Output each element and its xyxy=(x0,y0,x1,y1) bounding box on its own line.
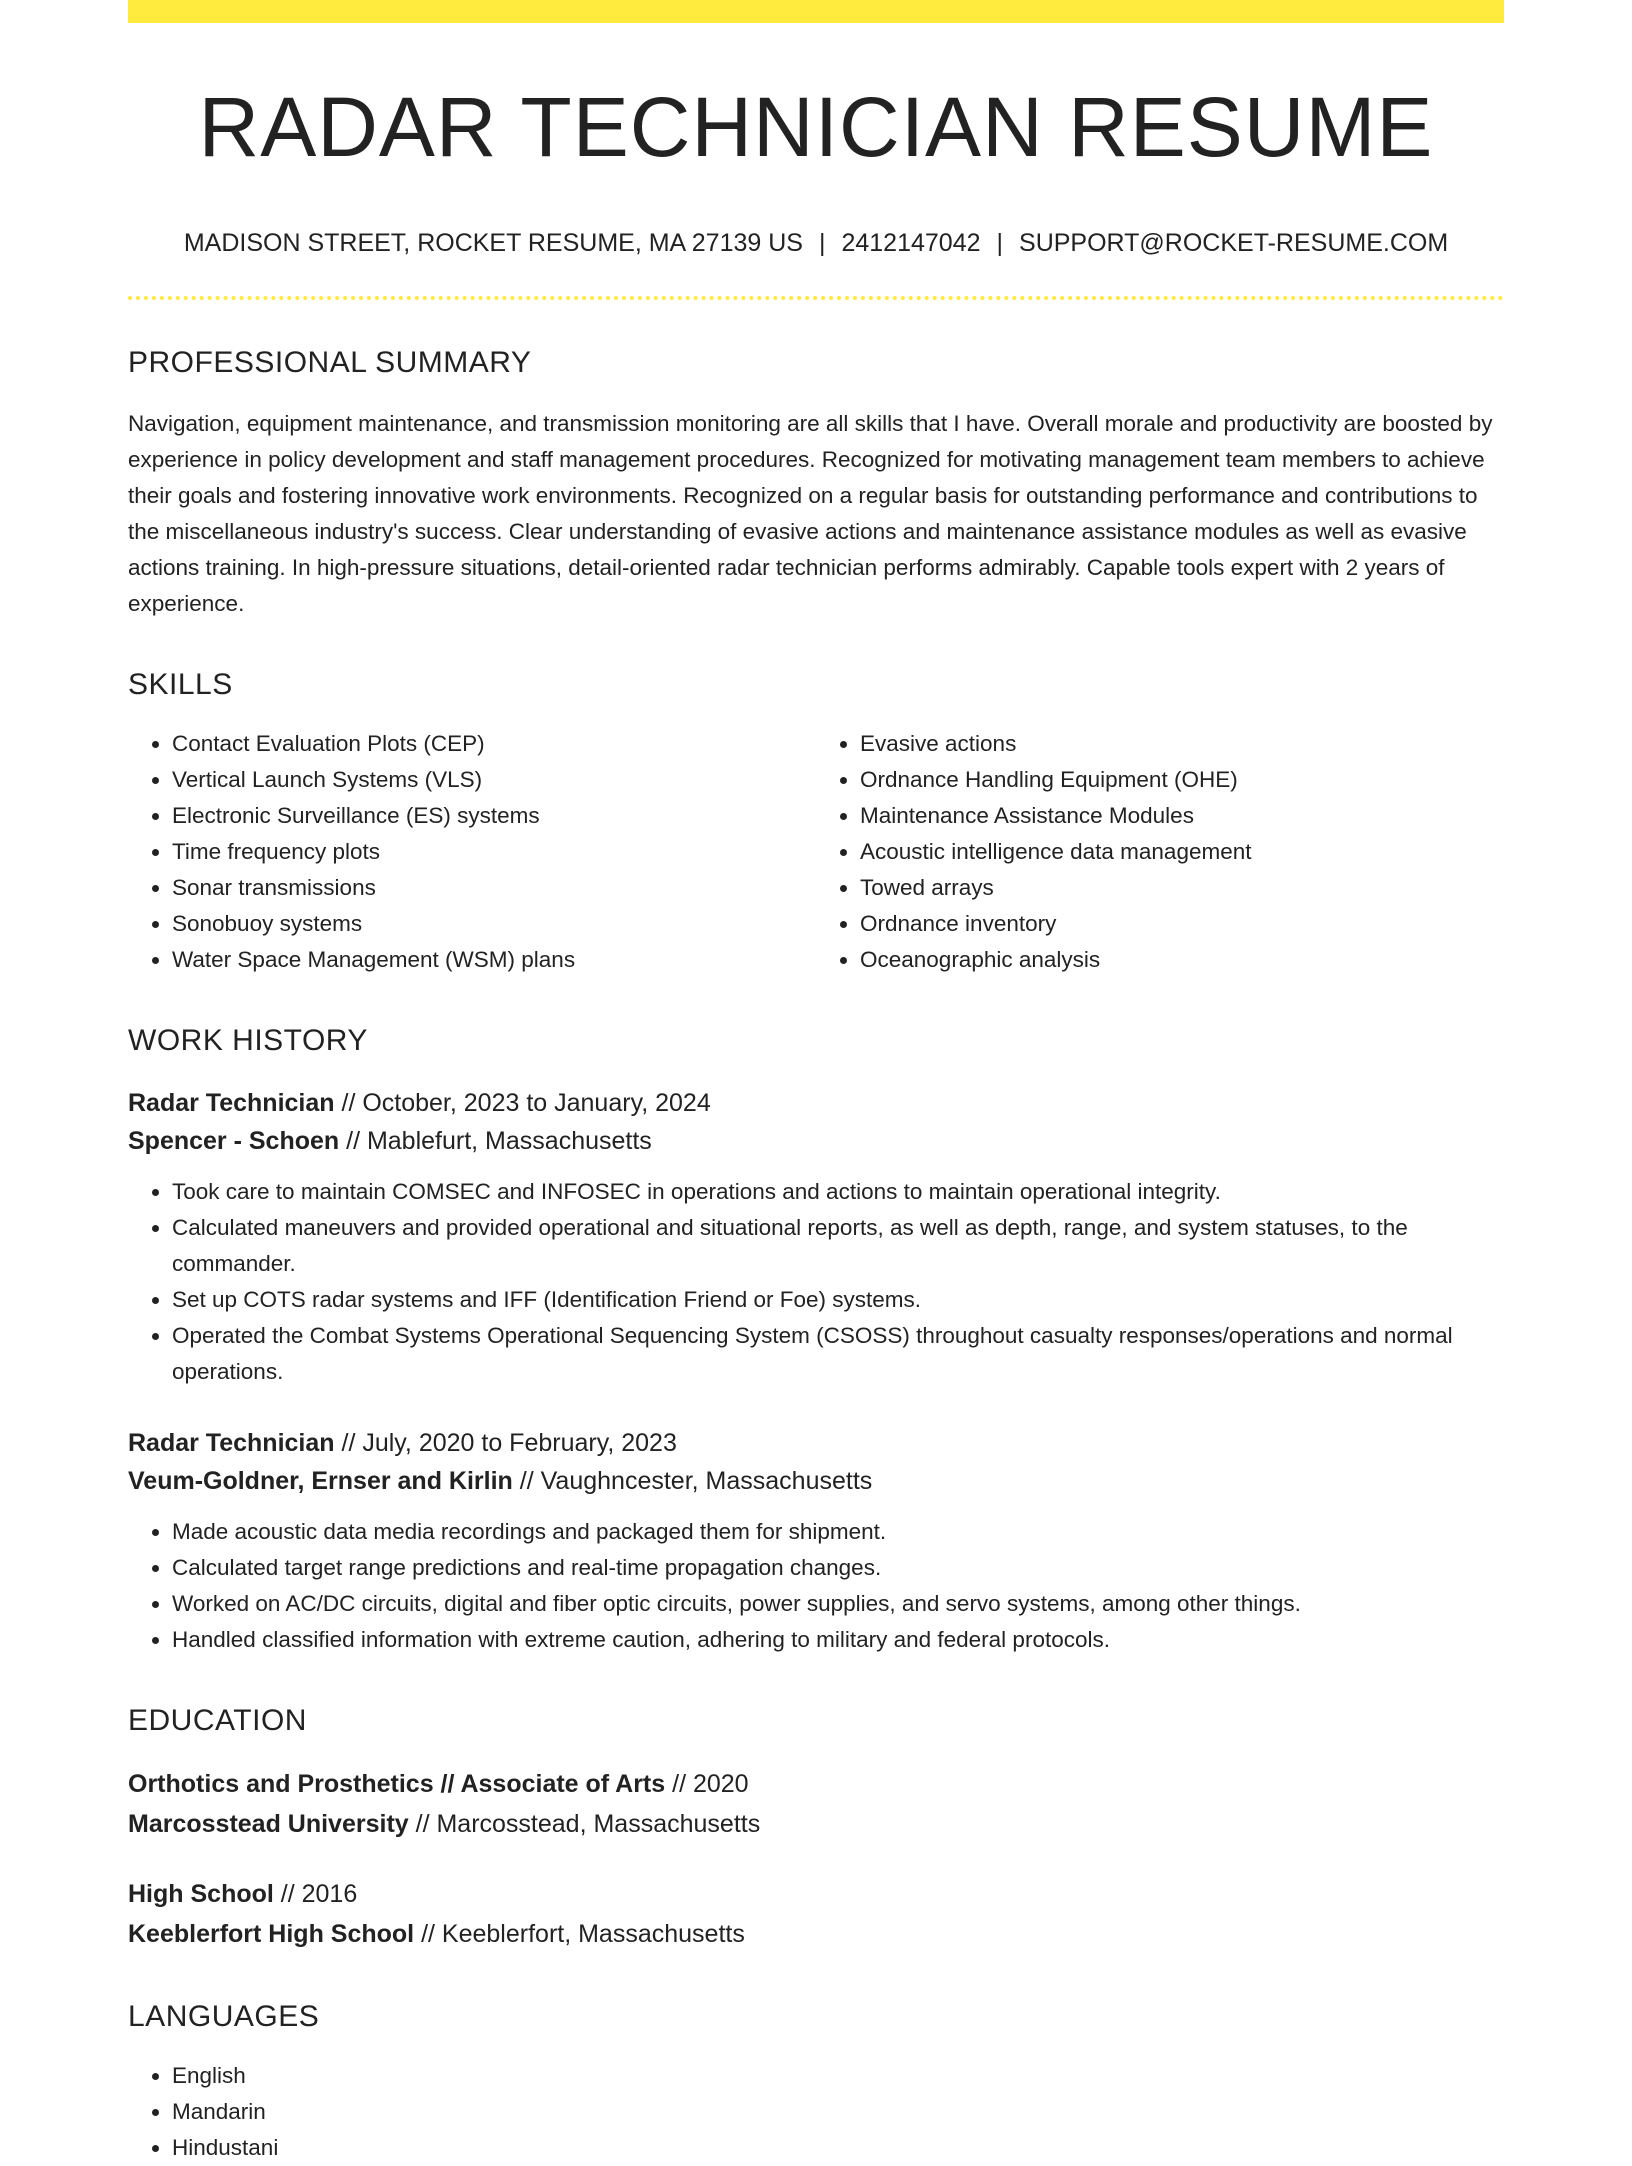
section-title-education: EDUCATION xyxy=(128,1704,307,1737)
skill-item: • Ordnance inventory xyxy=(860,906,1504,942)
skill-item: • Towed arrays xyxy=(860,870,1504,906)
top-accent-bar xyxy=(128,0,1504,23)
skill-item: • Oceanographic analysis xyxy=(860,942,1504,978)
job-location: // Vaughncester, Massachusetts xyxy=(512,1467,873,1495)
job-bullet: • Calculated target range predictions and real-time propagation changes. xyxy=(172,1550,1504,1586)
education-degree-line xyxy=(128,1764,1504,1804)
education-degree: High School xyxy=(128,1880,274,1908)
section-title-languages: LANGUAGES xyxy=(128,2000,320,2033)
language-item: • English xyxy=(172,2058,1504,2094)
skill-item: • Electronic Surveillance (ES) systems xyxy=(172,798,816,834)
skills-list-left xyxy=(128,726,816,978)
language-item: • Mandarin xyxy=(172,2094,1504,2130)
skill-item: • Ordnance Handling Equipment (OHE) xyxy=(860,762,1504,798)
education-school-line xyxy=(128,1914,1504,1954)
job-location: // Mablefurt, Massachusetts xyxy=(339,1127,652,1155)
contact-line xyxy=(128,229,1504,258)
education-degree: Orthotics and Prosthetics // Associate of Arts xyxy=(128,1770,666,1798)
education-entry xyxy=(128,1874,1504,1954)
education-year: // 2020 xyxy=(665,1770,749,1798)
contact-address: MADISON STREET, ROCKET RESUME, MA 27139 US xyxy=(183,229,803,257)
education-degree-line xyxy=(128,1874,1504,1914)
job-dates: // October, 2023 to January, 2024 xyxy=(334,1089,711,1117)
resume-page xyxy=(128,0,1504,2166)
skill-item: • Sonobuoy systems xyxy=(172,906,816,942)
education-year: // 2016 xyxy=(273,1880,358,1908)
section-title-skills: SKILLS xyxy=(128,668,233,701)
skill-item: • Maintenance Assistance Modules xyxy=(860,798,1504,834)
language-item: • Hindustani xyxy=(172,2130,1504,2166)
job-company: Veum-Goldner, Ernser and Kirlin xyxy=(128,1467,513,1495)
job-role: Radar Technician xyxy=(128,1429,335,1457)
summary-text: Navigation, equipment maintenance, and transmission monitoring are all skills that I have. Overall morale and productivity are boosted by experience in policy development and staff management procedures. Recognized for motivating management team members to achieve their goals and fostering innovative work environments. Recognized on a regular basis for outstanding performance and contributions to the miscellaneous industry's success. Clear understanding of evasive actions and maintenance assistance modules as well as evasive actions training. In high-pressure situations, detail-oriented radar technician performs admirably. Capable tools expert with 2 years of experience. xyxy=(128,411,1493,616)
skill-item: • Contact Evaluation Plots (CEP) xyxy=(172,726,816,762)
education-location: // Marcosstead, Massachusetts xyxy=(408,1810,761,1838)
resume-title: RADAR TECHNICIAN RESUME xyxy=(198,80,1434,174)
job-bullet: • Calculated maneuvers and provided operational and situational reports, as well as depth, range, and system statuses, to the commander. xyxy=(172,1210,1504,1282)
skill-item: • Vertical Launch Systems (VLS) xyxy=(172,762,816,798)
education-school: Keeblerfort High School xyxy=(128,1920,415,1948)
job-company-line xyxy=(128,1122,1504,1160)
job-bullets xyxy=(128,1174,1504,1390)
job-bullet: • Set up COTS radar systems and IFF (Identification Friend or Foe) systems. xyxy=(172,1282,1504,1318)
skills-list-right xyxy=(816,726,1504,978)
job-header xyxy=(128,1424,1504,1500)
skill-item: • Evasive actions xyxy=(860,726,1504,762)
job-bullets xyxy=(128,1514,1504,1658)
section-title-summary: PROFESSIONAL SUMMARY xyxy=(128,346,532,379)
languages-list xyxy=(128,2058,1504,2166)
job-bullet: • Made acoustic data media recordings and packaged them for shipment. xyxy=(172,1514,1504,1550)
job-bullet: • Operated the Combat Systems Operational Sequencing System (CSOSS) throughout casualty responses/operations and normal operations. xyxy=(172,1318,1504,1390)
skills-columns xyxy=(128,726,1504,978)
section-title-work: WORK HISTORY xyxy=(128,1024,368,1057)
education-location: // Keeblerfort, Massachusetts xyxy=(414,1920,745,1948)
job-header xyxy=(128,1084,1504,1160)
job-bullet: • Worked on AC/DC circuits, digital and fiber optic circuits, power supplies, and servo systems, among other things. xyxy=(172,1586,1504,1622)
job-entry xyxy=(128,1424,1504,1658)
contact-separator: | xyxy=(996,229,1004,257)
job-company: Spencer - Schoen xyxy=(128,1127,340,1155)
skill-item: • Water Space Management (WSM) plans xyxy=(172,942,816,978)
job-bullet: • Handled classified information with extreme caution, adhering to military and federal protocols. xyxy=(172,1622,1504,1658)
skill-item: • Sonar transmissions xyxy=(172,870,816,906)
skill-item: • Time frequency plots xyxy=(172,834,816,870)
job-dates: // July, 2020 to February, 2023 xyxy=(334,1429,677,1457)
education-school: Marcosstead University xyxy=(128,1810,409,1838)
contact-phone: 2412147042 xyxy=(841,229,981,257)
job-bullet: • Took care to maintain COMSEC and INFOSEC in operations and actions to maintain operational integrity. xyxy=(172,1174,1504,1210)
job-company-line xyxy=(128,1462,1504,1500)
education-school-line xyxy=(128,1804,1504,1844)
contact-separator: | xyxy=(818,229,826,257)
education-entry xyxy=(128,1764,1504,1844)
job-title-line xyxy=(128,1424,1504,1462)
job-title-line xyxy=(128,1084,1504,1122)
contact-email: SUPPORT@ROCKET-RESUME.COM xyxy=(1019,229,1449,257)
skill-item: • Acoustic intelligence data management xyxy=(860,834,1504,870)
job-entry xyxy=(128,1084,1504,1390)
job-role: Radar Technician xyxy=(128,1089,335,1117)
dotted-divider xyxy=(128,296,1504,300)
